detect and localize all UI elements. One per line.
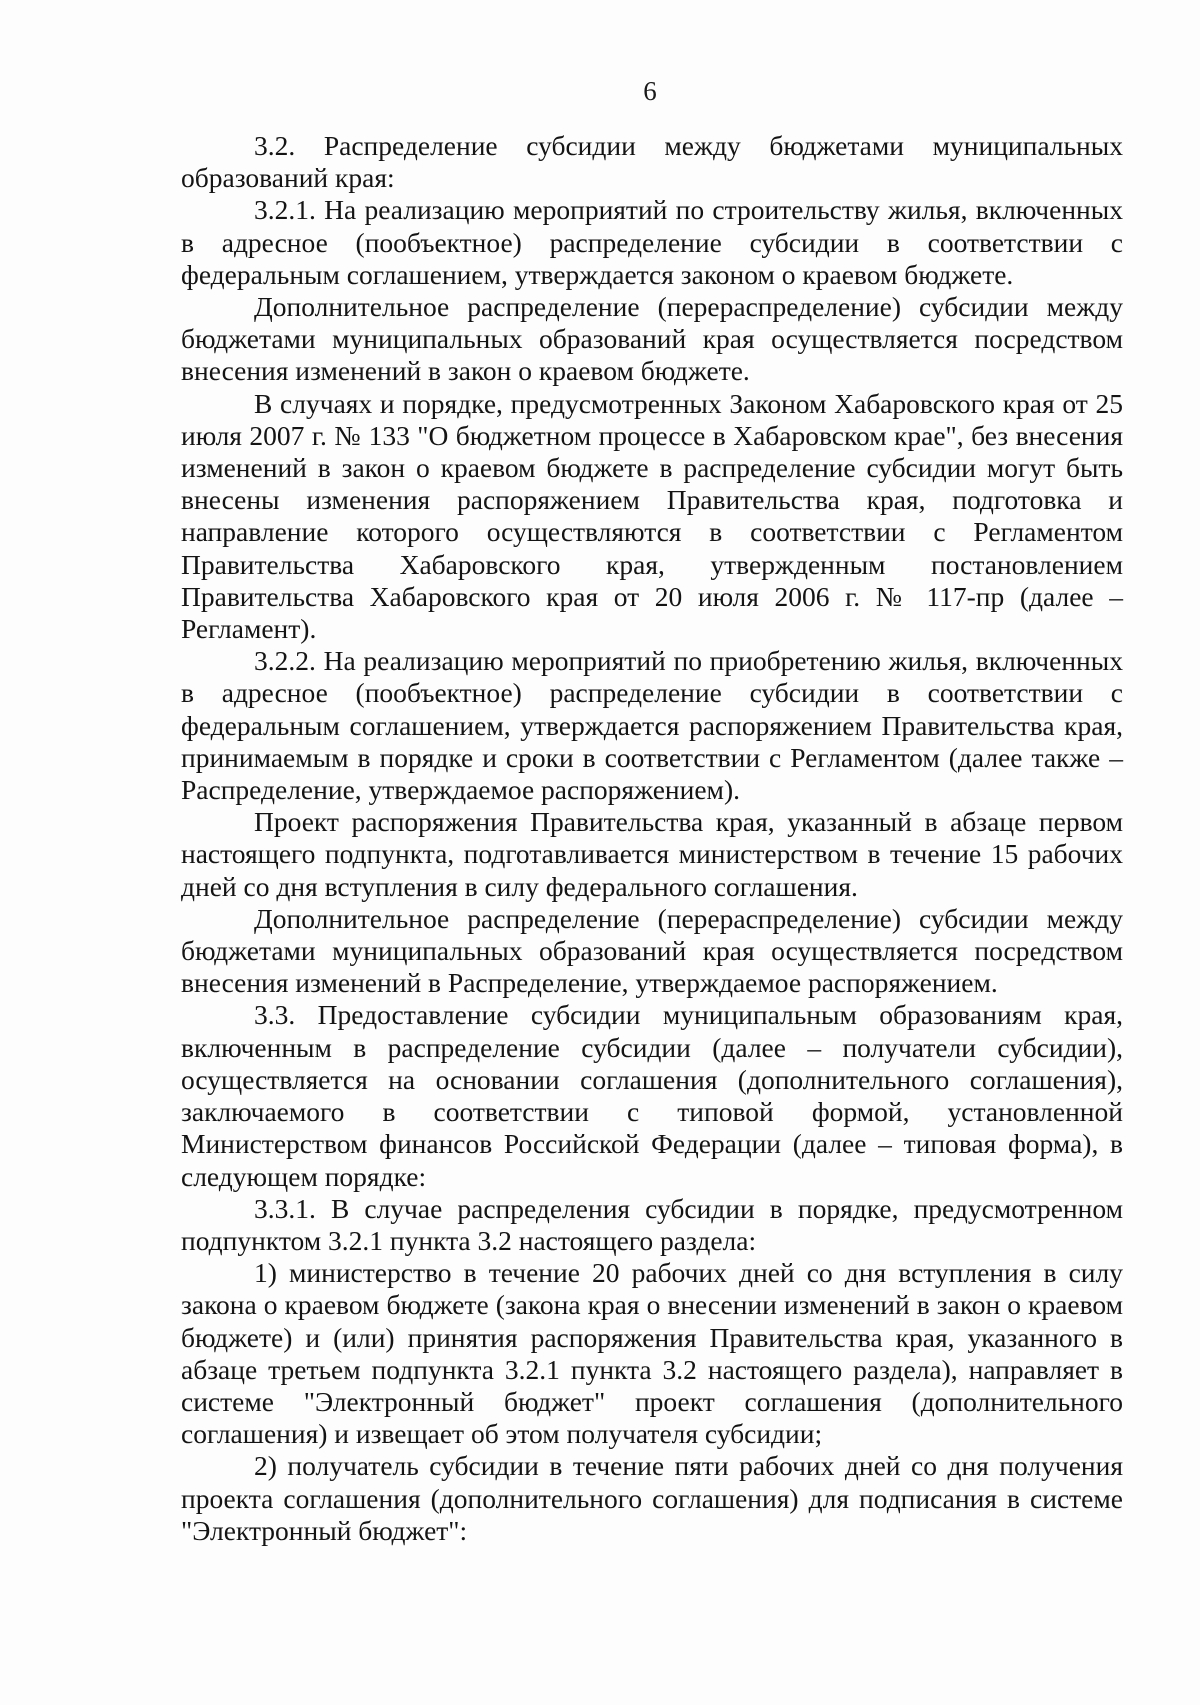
paragraph-additional-distribution: Дополнительное распределение (перераспределение) субсидии между бюджетами муниципальных образований края осуществляется посредством внесения изменений в закон о краевом бюджете. <box>181 291 1123 387</box>
paragraph-draft-order: Проект распоряжения Правительства края, указанный в абзаце первом настоящего подпункта, подготавливается министерством в течение 15 рабочих дней со дня вступления в силу федерального соглашения. <box>181 806 1123 902</box>
paragraph-item-2: 2) получатель субсидии в течение пяти рабочих дней со дня получения проекта соглашения (дополнительного соглашения) для подписания в системе "Электронный бюджет": <box>181 1450 1123 1546</box>
paragraph-additional-distribution-2: Дополнительное распределение (перераспределение) субсидии между бюджетами муниципальных образований края осуществляется посредством внесения изменений в Распределение, утверждаемое распоряжением. <box>181 902 1123 999</box>
paragraph-3-2-2: 3.2.2. На реализацию мероприятий по приобретению жилья, включенных в адресное (пообъектное) распределение субсидии в соответствии с федеральным соглашением, утверждается распоряжением Правительства края, принимаемым в порядке и сроки в соответствии с Регламентом (далее также – Распределение, утверждаемое распоряжением). <box>181 645 1123 806</box>
page-number: 6 <box>643 76 657 106</box>
paragraph-3-3: 3.3. Предоставление субсидии муниципальным образованиям края, включенным в распределение субсидии (далее – получатели субсидии), осуществляется на основании соглашения (дополнительного соглашения), заключаемого в соответствии с типовой формой, установленной Министерством финансов Российской Федерации (далее – типовая форма), в следующем порядке: <box>181 999 1123 1192</box>
paragraph-3-3-1: 3.3.1. В случае распределения субсидии в порядке, предусмотренном подпунктом 3.2.1 пункта 3.2 настоящего раздела: <box>181 1192 1123 1256</box>
paragraph-cases-and-procedure: В случаях и порядке, предусмотренных Законом Хабаровского края от 25 июля 2007 г. № 133 "О бюджетном процессе в Хабаровском крае", без внесения изменений в закон о краевом бюджете в распределение субсидии могут быть внесены изменения распоряжением Правительства края, подготовка и направление которого осуществляются в соответствии с Регламентом Правительства Хабаровского края, утвержденным постановлением Правительства Хабаровского края от 20 июля 2006 г. № 117-пр (далее – Регламент). <box>181 387 1123 645</box>
document-body <box>181 130 1123 1547</box>
paragraph-3-2: 3.2. Распределение субсидии между бюджетами муниципальных образований края: <box>181 130 1123 194</box>
paragraph-3-2-1: 3.2.1. На реализацию мероприятий по строительству жилья, включенных в адресное (пообъектное) распределение субсидии в соответствии с федеральным соглашением, утверждается законом о краевом бюджете. <box>181 194 1123 290</box>
paragraph-item-1: 1) министерство в течение 20 рабочих дней со дня вступления в силу закона о краевом бюджете (закона края о внесении изменений в закон о краевом бюджете) и (или) принятия распоряжения Правительства края, указанного в абзаце третьем подпункта 3.2.1 пункта 3.2 настоящего раздела), направляет в системе "Электронный бюджет" проект соглашения (дополнительного соглашения) и извещает об этом получателя субсидии; <box>181 1257 1123 1450</box>
